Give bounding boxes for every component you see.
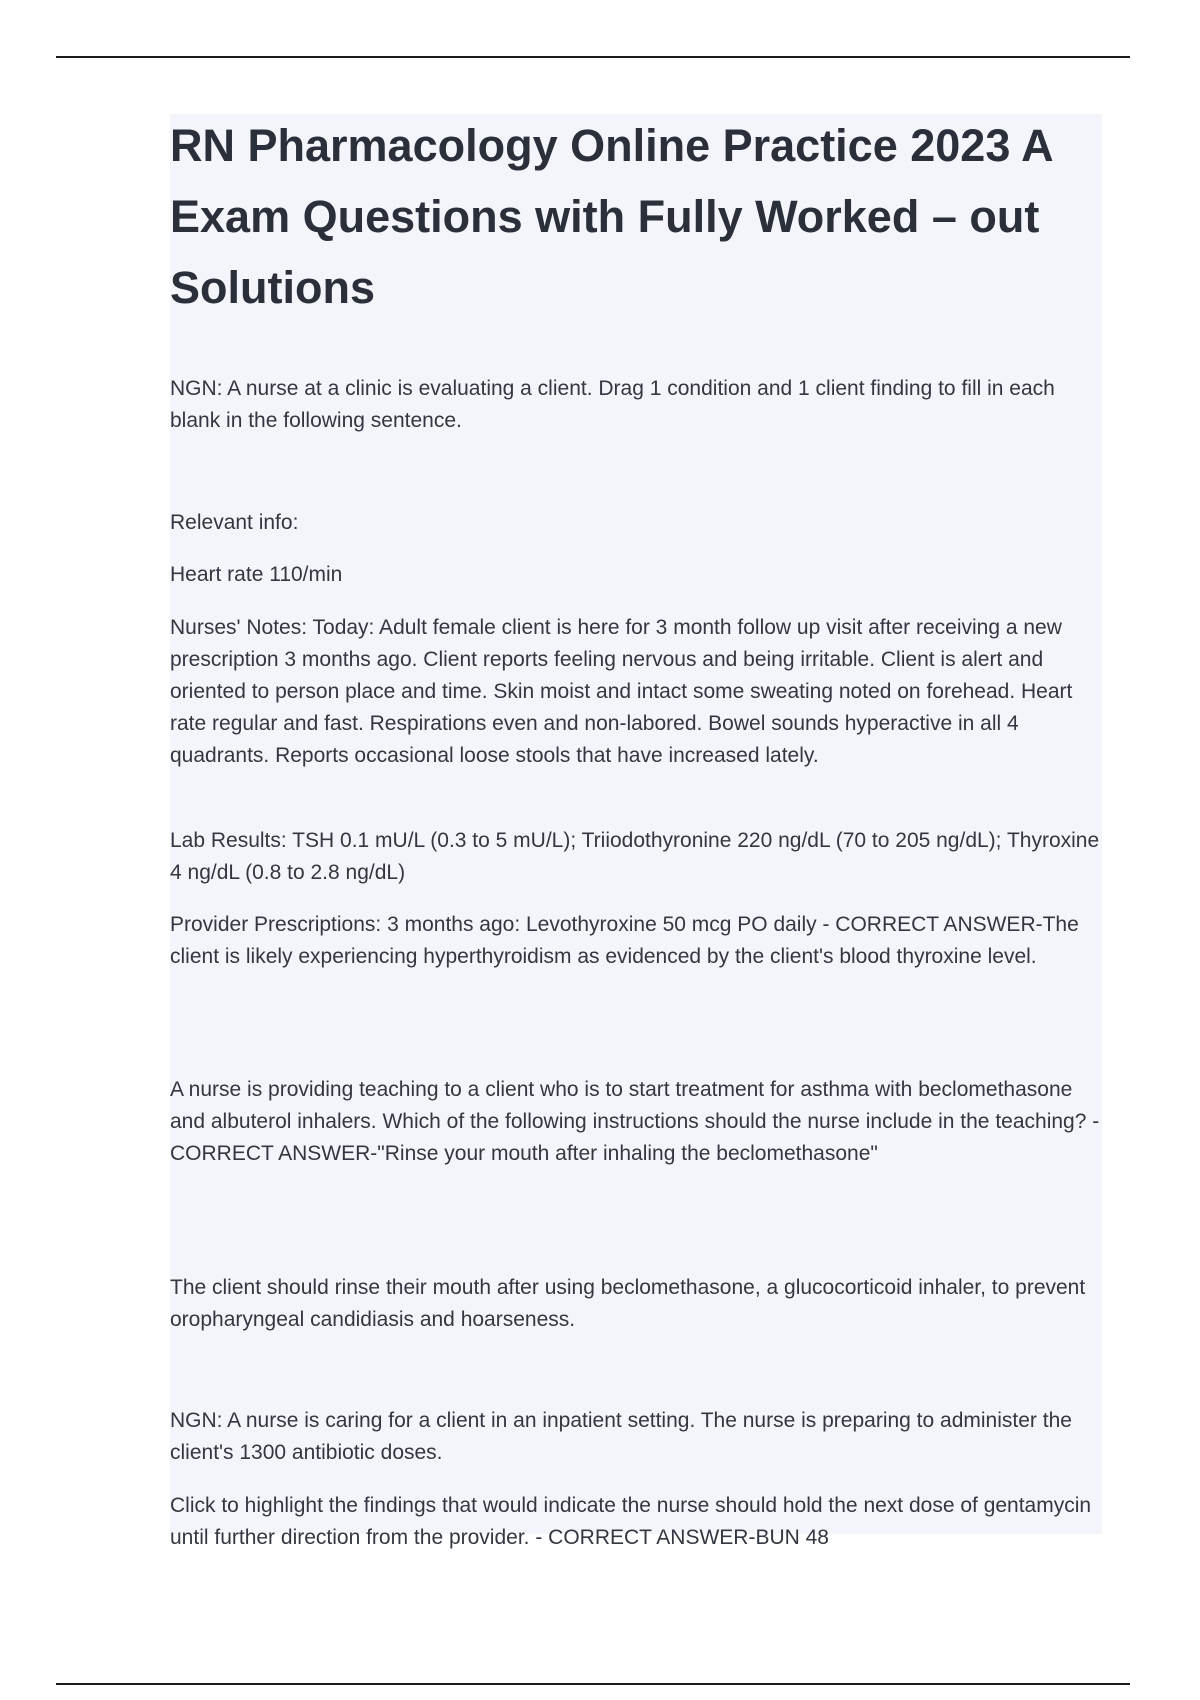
bottom-divider <box>56 1683 1130 1685</box>
paragraph-rationale-beclomethasone: The client should rinse their mouth after using beclomethasone, a glucocorticoid inhaler, to prevent oropharyngeal candidiasis and hoarseness. <box>170 1276 1086 1331</box>
paragraph-heart-rate: Heart rate 110/min <box>170 563 343 586</box>
paragraph-nurses-notes: Nurses' Notes: Today: Adult female client is here for 3 month follow up visit after receiving a new prescription 3 months ago. Client reports feeling nervous and being irritable. Client is alert and oriented to person place and time. Skin moist and intact some sweating noted on forehead. Heart rate regular and fast. Respirations even and non-labored. Bowel sounds hyperactive in all 4 quadrants. Reports occasional loose stools that have increased lately. <box>170 616 1073 767</box>
top-divider <box>56 56 1130 58</box>
paragraph-ngn-clinic-question: NGN: A nurse at a clinic is evaluating a client. Drag 1 condition and 1 client finding to fill in each blank in the following sentence. <box>170 377 1055 432</box>
paragraph-lab-results: Lab Results: TSH 0.1 mU/L (0.3 to 5 mU/L); Triiodothyronine 220 ng/dL (70 to 205 ng/dL); Thyroxine 4 ng/dL (0.8 to 2.8 ng/dL) <box>170 829 1100 884</box>
paragraph-asthma-question: A nurse is providing teaching to a client who is to start treatment for asthma with beclomethasone and albuterol inhalers. Which of the following instructions should the nurse include in the teaching? - CORRECT ANSWER-"Rinse your mouth after inhaling the beclomethasone" <box>170 1078 1100 1165</box>
paragraph-gentamycin-question: Click to highlight the findings that would indicate the nurse should hold the next dose of gentamycin until further direction from the provider. - CORRECT ANSWER-BUN 48 <box>170 1494 1092 1549</box>
paragraph-ngn-inpatient-question: NGN: A nurse is caring for a client in an inpatient setting. The nurse is preparing to administer the client's 1300 antibiotic doses. <box>170 1409 1072 1464</box>
paragraph-provider-prescriptions: Provider Prescriptions: 3 months ago: Levothyroxine 50 mcg PO daily - CORRECT ANSWER-The client is likely experiencing hyperthyroidism as evidenced by the client's blood thyroxine level. <box>170 913 1079 968</box>
paragraph-relevant-info: Relevant info: <box>170 511 299 534</box>
document-title: RN Pharmacology Online Practice 2023 A Exam Questions with Fully Worked – out Solutions <box>170 120 1053 313</box>
